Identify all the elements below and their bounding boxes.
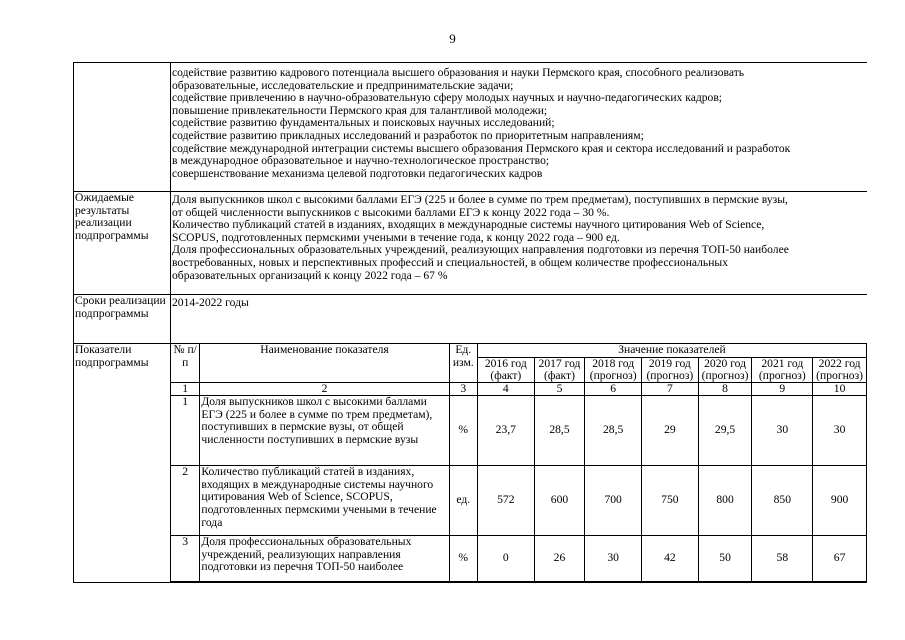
row-value: 26: [534, 536, 585, 582]
terms-row: [74, 295, 868, 344]
table-row: [171, 396, 867, 466]
expected-results-row: [74, 192, 868, 295]
result-line: от общей численности выпускников с высокими баллами ЕГЭ к концу 2022 года – 30 %.: [172, 205, 610, 219]
year-label: 2018 год: [592, 356, 635, 370]
task-line: совершенствование механизма целевой подготовки педагогических кадров: [172, 166, 543, 180]
indicators-row: [74, 344, 868, 583]
header-year: [698, 357, 752, 382]
result-line: Доля выпускников школ с высокими баллами ЕГЭ (225 и более в сумме по трем предметам), поступивших в пермские вузы,: [172, 193, 788, 206]
header-year: [534, 357, 585, 382]
result-line: востребованных, новых и перспективных профессий и специальностей, в общем количестве профессиональных: [172, 255, 729, 269]
column-number: 5: [534, 382, 585, 396]
year-label: 2020 год: [704, 356, 747, 370]
task-line: содействие развитию прикладных исследований и разработок по приоритетным направлениям;: [172, 128, 644, 142]
task-line: содействие развитию фундаментальных и поисковых научных исследований;: [172, 116, 555, 130]
terms-value: 2014-2022 годы: [171, 295, 868, 344]
column-number: 7: [642, 382, 699, 396]
header-num: № п/п: [171, 344, 200, 382]
row-value: 900: [813, 466, 867, 536]
result-line: SCOPUS, подготовленных пермскими учеными в течение года, к концу 2022 года – 900 ед.: [172, 230, 620, 244]
row-num: 1: [171, 396, 200, 466]
column-number: 9: [752, 382, 813, 396]
table-row: [171, 466, 867, 536]
expected-results-cell: [171, 192, 868, 295]
row-num: 2: [171, 466, 200, 536]
header-year: [477, 357, 534, 382]
row-name: Доля профессиональных образовательных учреждений, реализующих направления подготовки из перечня ТОП-50 наиболее: [200, 536, 449, 582]
year-label: 2021 год: [761, 356, 804, 370]
result-line: Доля профессиональных образовательных учреждений, реализующих направления подготовки из перечня ТОП-50 наиболее: [172, 243, 789, 257]
row-value: 600: [534, 466, 585, 536]
year-note: (прогноз): [646, 368, 694, 382]
task-line: содействие развитию кадрового потенциала высшего образования и науки Пермского края, способного реализовать: [172, 66, 745, 79]
year-note: (факт): [544, 368, 575, 382]
row-value: 50: [698, 536, 752, 582]
column-number: 10: [813, 382, 867, 396]
row-value: 30: [585, 536, 642, 582]
header-year: [585, 357, 642, 382]
column-number: 4: [477, 382, 534, 396]
year-label: 2017 год: [538, 356, 581, 370]
header-name: Наименование показателя: [200, 344, 449, 382]
row-unit: %: [449, 396, 477, 466]
row-value: 67: [813, 536, 867, 582]
row-value: 29,5: [698, 396, 752, 466]
column-number: 2: [200, 382, 449, 396]
result-line: образовательных организаций к концу 2022 года – 67 %: [172, 268, 448, 282]
column-numbers-row: [171, 382, 867, 396]
indicators-label: Показатели подпрограммы: [74, 344, 171, 583]
header-unit: Ед. изм.: [449, 344, 477, 382]
row-value: 28,5: [534, 396, 585, 466]
year-note: (прогноз): [589, 368, 637, 382]
row-value: 850: [752, 466, 813, 536]
indicators-header-row: [171, 344, 867, 357]
header-year: [813, 357, 867, 382]
header-year: [642, 357, 699, 382]
row-value: 30: [752, 396, 813, 466]
column-number: 6: [585, 382, 642, 396]
column-number: 3: [449, 382, 477, 396]
row-name: Доля выпускников школ с высокими баллами ЕГЭ (225 и более в сумме по трем предметам), поступивших в пермские вузы, от общей численности поступивших в пермские вузы: [200, 396, 449, 466]
row-num: 3: [171, 536, 200, 582]
row-value: 29: [642, 396, 699, 466]
row-value: 800: [698, 466, 752, 536]
task-line: образовательные, исследовательские и предпринимательские задачи;: [172, 78, 514, 92]
tasks-row: [74, 63, 868, 192]
page-number: 9: [449, 31, 456, 46]
year-label: 2019 год: [648, 356, 691, 370]
tasks-cell: [171, 63, 868, 192]
subprogram-passport-table: [73, 62, 867, 583]
year-note: (факт): [490, 368, 522, 382]
header-year: [752, 357, 813, 382]
row-value: 58: [752, 536, 813, 582]
indicators-table: [170, 344, 867, 582]
task-line: повышение привлекательности Пермского края для талантливой молодежи;: [172, 103, 548, 117]
row-unit: ед.: [449, 466, 477, 536]
year-note: (прогноз): [701, 368, 749, 382]
column-number: 1: [171, 382, 200, 396]
row-value: 0: [477, 536, 534, 582]
tasks-label-cell: [74, 63, 171, 192]
row-value: 42: [642, 536, 699, 582]
header-values-title: Значение показателей: [477, 344, 866, 357]
table-row: [171, 536, 867, 582]
task-line: в международное образовательное и научно-технологическое пространство;: [172, 154, 550, 168]
terms-label: Сроки реализации подпрограммы: [74, 295, 171, 344]
column-number: 8: [698, 382, 752, 396]
year-note: (прогноз): [758, 368, 806, 382]
row-value: 23,7: [477, 396, 534, 466]
year-note: (прогноз): [816, 368, 864, 382]
row-value: 30: [813, 396, 867, 466]
result-line: Количество публикаций статей в изданиях, входящих в международные системы научного цитирования Web of Science,: [172, 218, 765, 232]
year-label: 2016 год: [484, 356, 527, 370]
row-value: 572: [477, 466, 534, 536]
expected-results-label: Ожидаемые результаты реализации подпрограммы: [74, 192, 171, 295]
row-value: 28,5: [585, 396, 642, 466]
passport-table-frame: [73, 62, 867, 592]
row-value: 750: [642, 466, 699, 536]
task-line: содействие привлечению в научно-образовательную сферу молодых научных и научно-педагогических кадров;: [172, 91, 723, 105]
task-line: содействие международной интеграции системы высшего образования Пермского края и сектора исследований и разработок: [172, 141, 791, 155]
year-label: 2022 год: [818, 356, 861, 370]
indicators-cell: [171, 344, 868, 583]
row-name: Количество публикаций статей в изданиях, входящих в международные системы научного цитирования Web of Science, SCOPUS, подготовленных пермскими учеными в течение года: [200, 466, 449, 536]
row-unit: %: [449, 536, 477, 582]
row-value: 700: [585, 466, 642, 536]
